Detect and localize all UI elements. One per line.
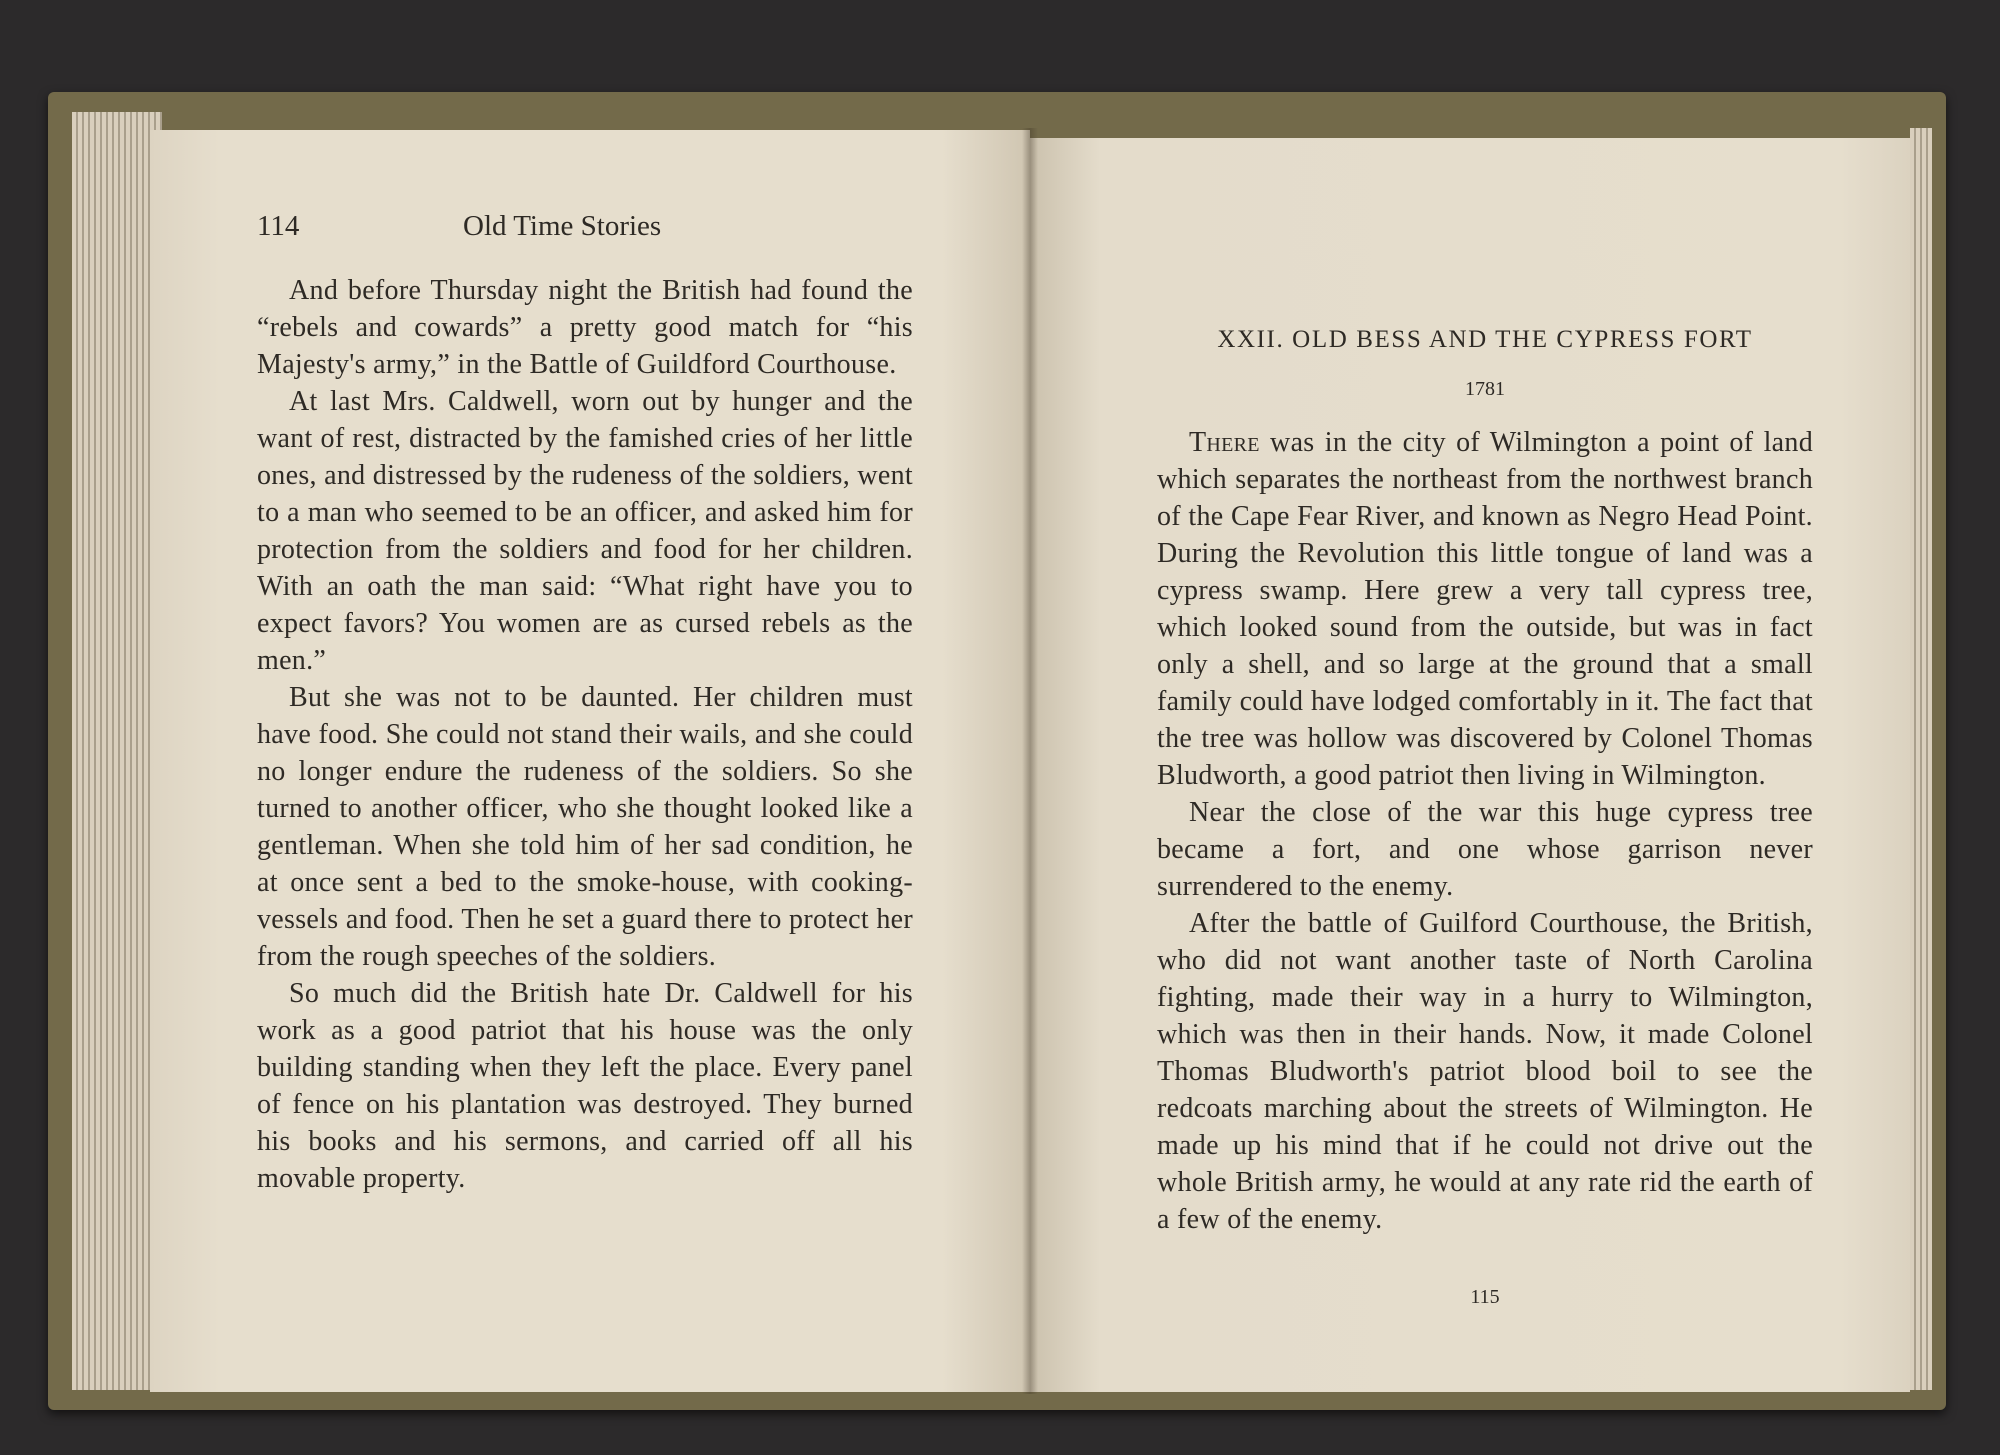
- book-gutter: [1022, 128, 1038, 1394]
- page-edges-right: [1910, 128, 1932, 1390]
- running-head-title: Old Time Stories: [463, 210, 662, 242]
- paragraph: But she was not to be daunted. Her children must have food. She could not stand their wails, and she could no longer endure the rudeness of the soldiers. So she turned to another officer, who she thought looked like a gentleman. When she told him of her sad condition, he at once sent a bed to the smoke-house, with cooking-vessels and food. Then he set a guard there to protect her from the rough speeches of the soldiers.: [257, 682, 913, 972]
- paragraph: [1157, 424, 1813, 794]
- paragraph: And before Thursday night the British had found the “rebels and cowards” a pretty good match for “his Majesty's army,” in the Battle of Guildford Courthouse.: [257, 275, 913, 380]
- paragraph: At last Mrs. Caldwell, worn out by hunger and the want of rest, distracted by the famished cries of her little ones, and distressed by the rudeness of the soldiers, went to a man who seemed to be an officer, and asked him for protection from the soldiers and food for her children. With an oath the man said: “What right have you to expect favors? You women are as cursed rebels as the men.”: [257, 386, 913, 676]
- right-page-body: [1157, 424, 1813, 1238]
- page-edges-left: [72, 112, 162, 1390]
- chapter-year: 1781: [1465, 378, 1505, 400]
- first-word: There: [1189, 427, 1260, 458]
- page-number-left: 114: [257, 210, 300, 242]
- left-page: [150, 130, 1030, 1392]
- right-page: [1030, 138, 1910, 1392]
- left-page-body: [257, 272, 913, 1197]
- paragraph: So much did the British hate Dr. Caldwell for his work as a good patriot that his house was the only building standing when they left the place. Every panel of fence on his plantation was destroyed. They burned his books and his sermons, and carried off all his movable property.: [257, 978, 913, 1194]
- paragraph: After the battle of Guilford Courthouse, the British, who did not want another taste of North Carolina fighting, made their way in a hurry to Wilmington, which was then in their hands. Now, it made Colonel Thomas Bludworth's patriot blood boil to see the redcoats marching about the streets of Wilmington. He made up his mind that if he could not drive out the whole British army, he would at any rate rid the earth of a few of the enemy.: [1157, 908, 1813, 1235]
- paragraph: Near the close of the war this huge cypress tree became a fort, and one whose garrison never surrendered to the enemy.: [1157, 797, 1813, 902]
- page-number-right: 115: [1470, 1286, 1500, 1308]
- chapter-title: XXII. OLD BESS AND THE CYPRESS FORT: [1217, 326, 1753, 353]
- first-paragraph-text: was in the city of Wilmington a point of land which separates the northeast from the northwest branch of the Cape Fear River, and known as Negro Head Point. During the Revolution this little tongue of land was a cypress swamp. Here grew a very tall cypress tree, which looked sound from the outside, but was in fact only a shell, and so large at the ground that a small family could have lodged comfortably in it. The fact that the tree was hollow was discovered by Colonel Thomas Bludworth, a good patriot then living in Wilmington.: [1157, 427, 1813, 791]
